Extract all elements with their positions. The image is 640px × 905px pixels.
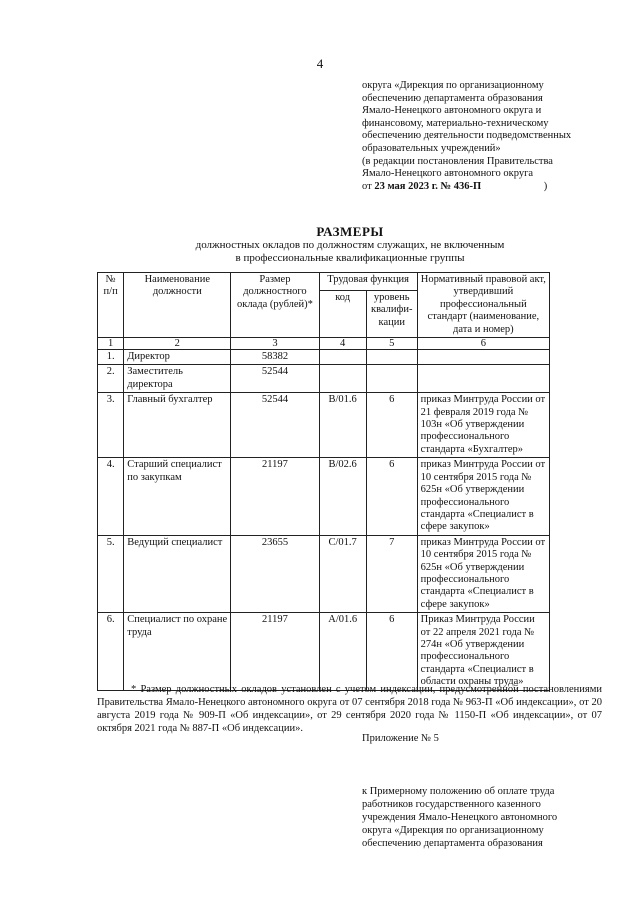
cell-num: 2. [98,365,124,393]
appendix-line: работников государственного казенного [362,799,541,810]
salary-table [97,272,550,691]
edition-date: 23 мая 2023 г. № 436-П [374,180,482,192]
index-cell: 2 [124,338,231,350]
cell-num: 6. [98,613,124,690]
header-line: образовательных учреждений» [362,142,501,154]
header-line: обеспечению департамента образования [362,92,543,104]
cell-act: приказ Минтруда России от 21 февраля 2019 года № 103н «Об утверждении профессионального стандарта «Бухгалтер» [417,393,549,458]
table-header-row [98,273,550,291]
index-cell: 3 [231,338,319,350]
appendix-line: к Примерному положению об оплате труда [362,786,555,797]
cell-size: 52544 [231,365,319,393]
appendix-block [362,785,602,850]
cell-level: 6 [366,458,417,535]
table-row [98,393,550,458]
cell-name: Ведущий специалист [124,535,231,612]
header-func: Трудовая функция [319,273,417,291]
header-size: Размер должностного оклада (рублей)* [231,273,319,338]
header-line: Ямало-Ненецкого автономного округа и [362,105,542,117]
header-code: код [319,291,366,338]
header-block [362,80,602,193]
cell-name: Главный бухгалтер [124,393,231,458]
index-cell: 1 [98,338,124,350]
appendix-line: учреждения Ямало-Ненецкого автономного [362,812,558,823]
cell-code: B/01.6 [319,393,366,458]
index-cell: 6 [417,338,549,350]
header-act: Нормативный правовой акт, утвердивший профессиональный стандарт (наименование, дата и номер) [417,273,549,338]
cell-name: Старший специалист по закупкам [124,458,231,535]
cell-code: A/01.6 [319,613,366,690]
cell-code [319,350,366,365]
header-num: № п/п [98,273,124,338]
cell-level [366,350,417,365]
table-row [98,365,550,393]
cell-num: 4. [98,458,124,535]
appendix-line: обеспечению департамента образования [362,838,543,849]
cell-code [319,365,366,393]
cell-size: 21197 [231,458,319,535]
cell-level: 6 [366,393,417,458]
cell-size: 21197 [231,613,319,690]
table-row [98,350,550,365]
table-row [98,535,550,612]
cell-code: B/02.6 [319,458,366,535]
cell-act [417,365,549,393]
index-cell: 5 [366,338,417,350]
footnote: * Размер должностных окладов установлен с учетом индексации, предусмотренной постановлениями Правительства Ямало-Ненецкого автономного округа от 07 сентября 2018 года № 963-П «Об индексации», от 20 августа 2019 года № 909-П «Об индексации», от 29 сентября 2020 года № 1150-П «Об индексации», от 07 октября 2021 года № 887-П «Об индексации». [97,684,602,734]
cell-size: 52544 [231,393,319,458]
edition-prefix: от [362,180,372,192]
index-cell: 4 [319,338,366,350]
header-line: финансовому, материально-техническому [362,117,549,129]
header-level: уровень квалифи- кации [366,291,417,338]
header-name: Наименование должности [124,273,231,338]
cell-num: 1. [98,350,124,365]
header-line: (в редакции постановления Правительства [362,155,553,167]
appendix-title: Приложение № 5 [362,733,439,744]
cell-num: 3. [98,393,124,458]
page-number: 4 [316,56,324,71]
edition-close: ) [543,180,548,192]
cell-num: 5. [98,535,124,612]
subtitle-line: в профессиональные квалификационные группы [235,252,465,264]
header-line: Ямало-Ненецкого автономного округа [362,168,534,180]
header-line: обеспечению деятельности подведомственных [362,130,572,142]
subtitle-line: должностных окладов по должностям служащих, не включенным [195,239,505,251]
cell-size: 58382 [231,350,319,365]
table-row [98,613,550,690]
cell-name: Директор [124,350,231,365]
cell-name: Заместитель директора [124,365,231,393]
cell-code: C/01.7 [319,535,366,612]
cell-act: Приказ Минтруда России от 22 апреля 2021 года № 274н «Об утверждении профессионального стандарта «Специалист в области охраны труда» [417,613,549,690]
table-index-row [98,338,550,350]
cell-act: приказ Минтруда России от 10 сентября 2015 года № 625н «Об утверждении профессионального стандарта «Специалист в сфере закупок» [417,458,549,535]
table-row [98,458,550,535]
header-line: округа «Дирекция по организационному [362,80,544,91]
cell-level [366,365,417,393]
cell-size: 23655 [231,535,319,612]
cell-level: 7 [366,535,417,612]
edition-line [362,181,602,194]
appendix-line: округа «Дирекция по организационному [362,825,544,836]
cell-name: Специалист по охране труда [124,613,231,690]
cell-level: 6 [366,613,417,690]
page-subtitle [0,239,640,265]
page-title: РАЗМЕРЫ [316,224,384,239]
cell-act: приказ Минтруда России от 10 сентября 2015 года № 625н «Об утверждении профессионального стандарта «Специалист в сфере закупок» [417,535,549,612]
cell-act [417,350,549,365]
